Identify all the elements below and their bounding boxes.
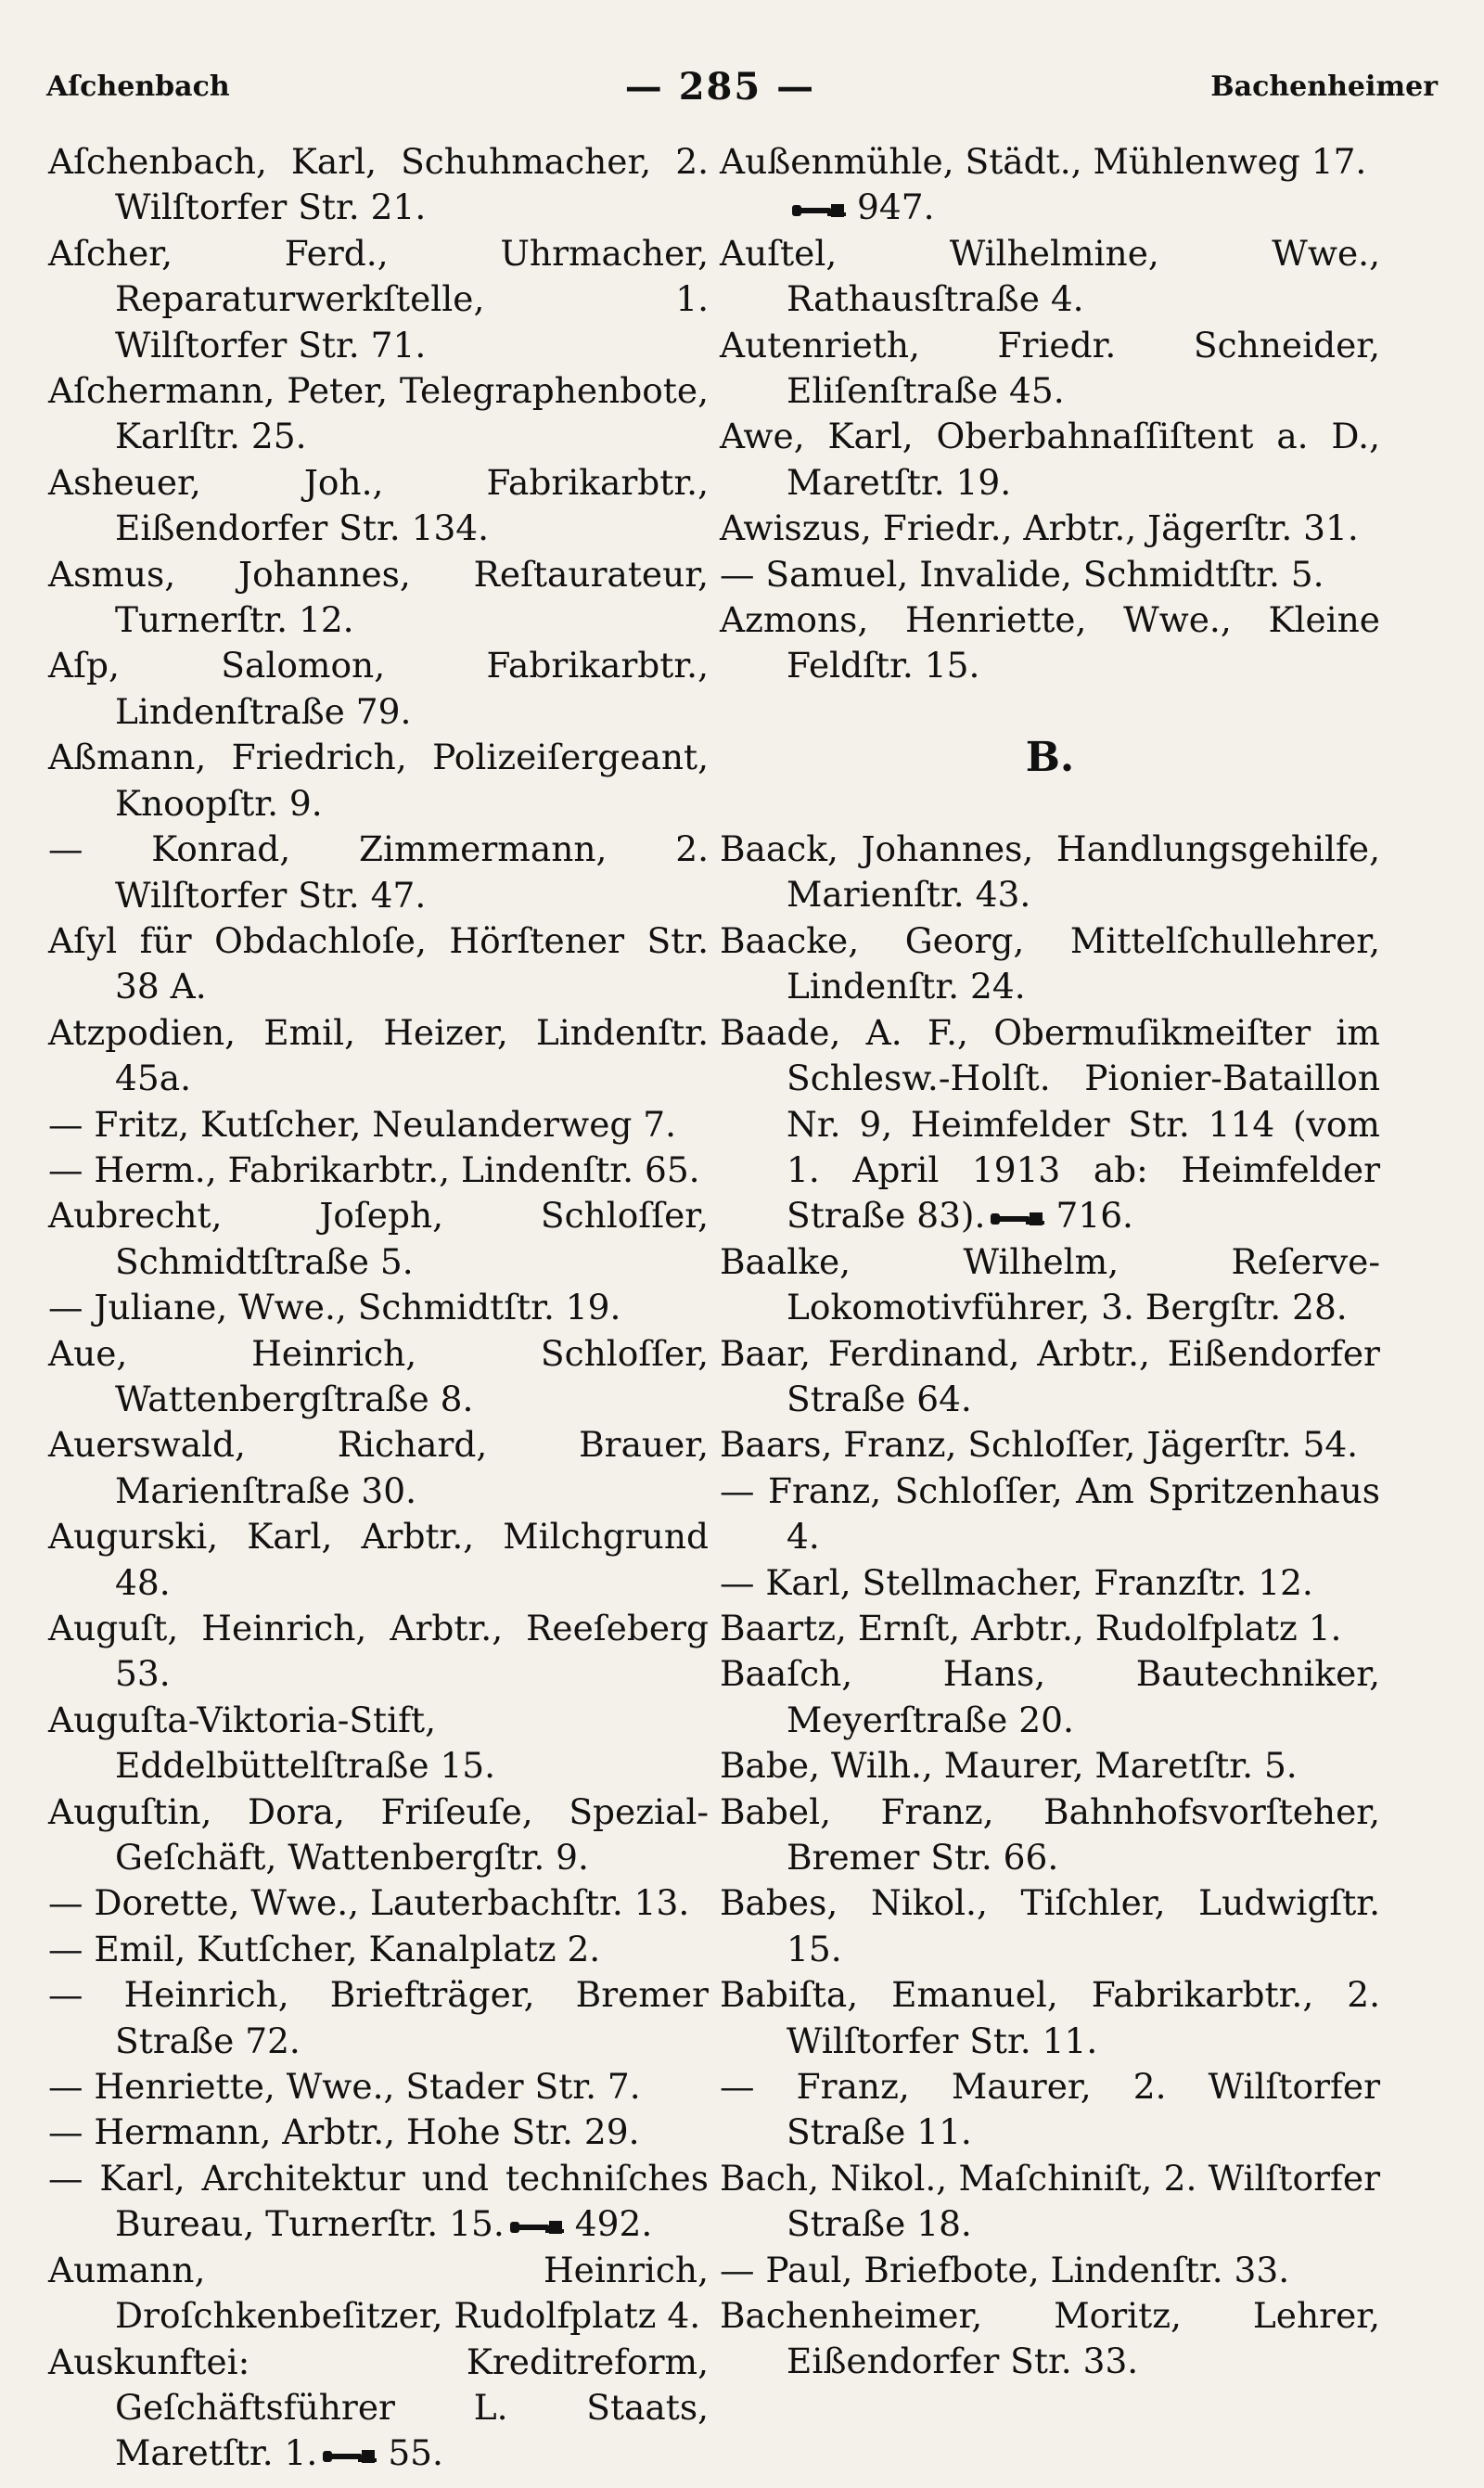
directory-entry: Auguſt, Heinrich, Arbtr., Reeſeberg 53. bbox=[48, 1608, 709, 1695]
telephone-number: 947. bbox=[857, 186, 935, 228]
telephone-number: 716. bbox=[1055, 1195, 1133, 1237]
page-header bbox=[46, 54, 1438, 119]
directory-entry: Asmus, Johannes, Reſtaurateur, Turnerſtr. 12. bbox=[48, 553, 709, 641]
directory-entry: Asheuer, Joh., Fabrikarbtr., Eißendorfer Str. 134. bbox=[48, 461, 709, 549]
telephone-icon bbox=[508, 2217, 566, 2238]
directory-entry: — Franz, Schloſſer, Am Spritzenhaus 4. bbox=[720, 1469, 1380, 1558]
directory-entry: Awiszus, Friedr., Arbtr., Jägerſtr. 31. bbox=[720, 507, 1359, 549]
directory-entry: Babel, Franz, Bahnhofsvorſteher, Bremer Str. 66. bbox=[720, 1790, 1380, 1878]
telephone-number: 492. bbox=[574, 2203, 653, 2245]
directory-entry: Babiſta, Emanuel, Fabrikarbtr., 2. Wilſtorfer Str. 11. bbox=[720, 1974, 1380, 2061]
directory-entry: — Fritz, Kutſcher, Neulanderweg 7. bbox=[48, 1103, 677, 1145]
directory-entry: — Konrad, Zimmermann, 2. Wilſtorfer Str. 47. bbox=[48, 828, 709, 916]
telephone-icon bbox=[321, 2446, 378, 2467]
telephone-icon bbox=[790, 200, 848, 221]
entry-text: — Karl, Architektur und techniſches Bureau, Turnerſtr. 15. bbox=[48, 2157, 709, 2245]
directory-entry: Aſchenbach, Karl, Schuhmacher, 2. Wilſtorfer Str. 21. bbox=[48, 141, 709, 228]
directory-entry: Baalke, Wilhelm, Reſerve-Lokomotivführer, 3. Bergſtr. 28. bbox=[720, 1240, 1380, 1328]
left-column bbox=[48, 139, 709, 2477]
directory-entry: — Hermann, Arbtr., Hohe Str. 29. bbox=[48, 2111, 640, 2153]
directory-entry: — Juliane, Wwe., Schmidtſtr. 19. bbox=[48, 1287, 621, 1328]
directory-entry: Auerswald, Richard, Brauer, Marienſtraße 30. bbox=[48, 1424, 709, 1511]
directory-entry: Auſtel, Wilhelmine, Wwe., Rathausſtraße 4. bbox=[720, 232, 1380, 320]
directory-entry: Atzpodien, Emil, Heizer, Lindenſtr. 45a. bbox=[48, 1011, 709, 1099]
telephone-icon bbox=[989, 1209, 1046, 1229]
directory-entry: Aſcher, Ferd., Uhrmacher, Reparaturwerkſtelle, 1. Wilſtorfer Str. 71. bbox=[48, 232, 709, 366]
directory-entry: Autenrieth, Friedr. Schneider, Eliſenſtraße 45. bbox=[720, 324, 1380, 412]
directory-entry: Baack, Johannes, Handlungsgehilfe, Marienſtr. 43. bbox=[720, 828, 1380, 916]
right-column bbox=[720, 139, 1380, 2385]
header-left-catchword: Aſchenbach bbox=[46, 70, 230, 103]
directory-entry: Baacke, Georg, Mittelſchullehrer, Lindenſtr. 24. bbox=[720, 919, 1380, 1007]
directory-entry: Baartz, Ernſt, Arbtr., Rudolfplatz 1. bbox=[720, 1607, 1342, 1648]
directory-entry: Aßmann, Friedrich, Polizeiſergeant, Knoopſtr. 9. bbox=[48, 737, 709, 824]
directory-entry bbox=[48, 2156, 709, 2248]
entry-text: Auskunftei: Kreditreform, Geſchäftsführer L. Staats, Maretſtr. 1. bbox=[48, 2341, 709, 2474]
directory-entry: Außenmühle, Städt., Mühlenweg 17. bbox=[720, 141, 1367, 182]
directory-entry: Auguſtin, Dora, Friſeuſe, Spezial-Geſchäft, Wattenbergſtr. 9. bbox=[48, 1790, 709, 1879]
directory-entry: Babes, Nikol., Tiſchler, Ludwigſtr. 15. bbox=[720, 1882, 1380, 1969]
directory-entry: Bachenheimer, Moritz, Lehrer, Eißendorfer Str. 33. bbox=[720, 2295, 1380, 2382]
directory-entry: — Emil, Kutſcher, Kanalplatz 2. bbox=[48, 1928, 601, 1969]
directory-entry: Auguſta-Viktoria-Stift, Eddelbüttelſtraße 15. bbox=[48, 1699, 496, 1787]
directory-entry: Augurski, Karl, Arbtr., Milchgrund 48. bbox=[48, 1516, 709, 1603]
header-right-catchword: Bachenheimer bbox=[1210, 70, 1438, 103]
directory-entry: — Henriette, Wwe., Stader Str. 7. bbox=[48, 2066, 641, 2108]
directory-entry: — Herm., Fabrikarbtr., Lindenſtr. 65. bbox=[48, 1148, 700, 1190]
directory-entry: Aumann, Heinrich, Droſchkenbeſitzer, Rudolfplatz 4. bbox=[48, 2249, 709, 2337]
directory-entry: — Karl, Stellmacher, Franzſtr. 12. bbox=[720, 1561, 1313, 1603]
directory-entry: — Heinrich, Briefträger, Bremer Straße 72. bbox=[48, 1974, 709, 2061]
directory-entry bbox=[720, 185, 1380, 230]
directory-entry: — Samuel, Invalide, Schmidtſtr. 5. bbox=[720, 553, 1324, 595]
directory-entry bbox=[48, 2340, 709, 2477]
directory-entry: Aſchermann, Peter, Telegraphenbote, Karlſtr. 25. bbox=[48, 370, 709, 457]
page-number: — 285 — bbox=[624, 64, 816, 109]
directory-entry: Aue, Heinrich, Schloſſer, Wattenbergſtraße 8. bbox=[48, 1332, 709, 1419]
directory-entry: Aſp, Salomon, Fabrikarbtr., Lindenſtraße 79. bbox=[48, 645, 709, 732]
directory-entry: Baars, Franz, Schloſſer, Jägerſtr. 54. bbox=[720, 1424, 1359, 1466]
directory-entry: Baaſch, Hans, Bautechniker, Meyerſtraße 20. bbox=[720, 1653, 1380, 1740]
directory-entry: — Dorette, Wwe., Lauterbachſtr. 13. bbox=[48, 1882, 690, 1924]
directory-entry: Bach, Nikol., Maſchiniſt, 2. Wilſtorfer Straße 18. bbox=[720, 2157, 1380, 2245]
directory-entry: — Franz, Maurer, 2. Wilſtorfer Straße 11. bbox=[720, 2066, 1380, 2153]
section-letter-heading: B. bbox=[1025, 733, 1075, 781]
directory-entry: Baar, Ferdinand, Arbtr., Eißendorfer Straße 64. bbox=[720, 1332, 1380, 1419]
directory-entry: Babe, Wilh., Maurer, Maretſtr. 5. bbox=[720, 1745, 1298, 1787]
directory-entry: Aubrecht, Joſeph, Schloſſer, Schmidtſtraße 5. bbox=[48, 1195, 709, 1282]
telephone-number: 55. bbox=[388, 2432, 443, 2474]
directory-entry: Azmons, Henriette, Wwe., Kleine Feldſtr. 15. bbox=[720, 599, 1380, 686]
directory-entry bbox=[720, 1010, 1380, 1239]
directory-entry: Awe, Karl, Oberbahnaſſiſtent a. D., Maretſtr. 19. bbox=[720, 416, 1380, 503]
directory-entry: — Paul, Briefbote, Lindenſtr. 33. bbox=[720, 2249, 1290, 2290]
directory-entry: Aſyl für Obdachloſe, Hörſtener Str. 38 A. bbox=[48, 919, 709, 1007]
entry-text: Baade, A. F., Obermuſikmeiſter im Schlesw.-Holſt. Pionier-Bataillon Nr. 9, Heimfelder Str. 114 (vom 1. April 1913 ab: Heimfelder Straße 83). bbox=[720, 1011, 1380, 1237]
